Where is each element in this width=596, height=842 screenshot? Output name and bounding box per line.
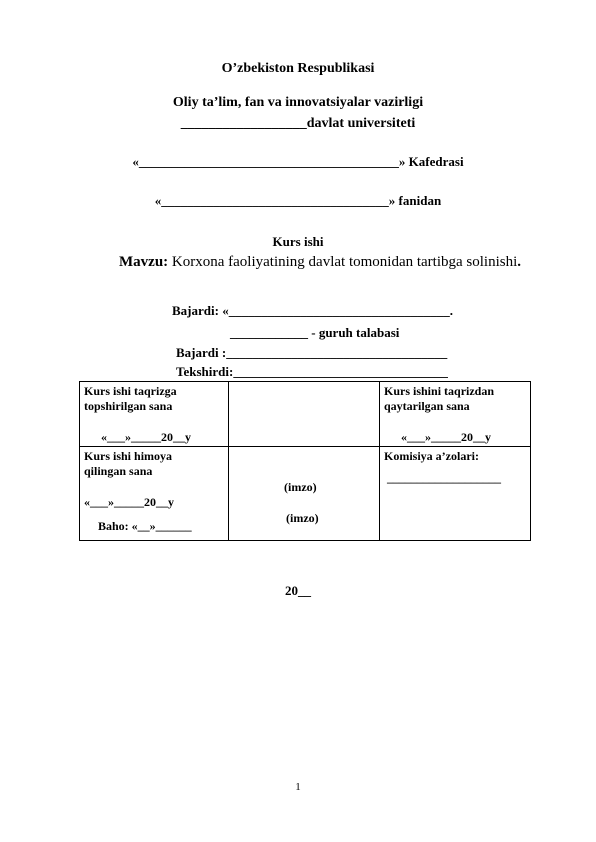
return-label-1: Kurs ishini taqrizdan [384, 384, 495, 398]
page-number: 1 [295, 781, 301, 793]
work-type: Kurs ishi [272, 234, 324, 249]
checker-field: Tekshirdi:_________________________________ [176, 364, 448, 379]
department-field: «________________________________________» Kafedrasi [132, 154, 464, 169]
subject-field: «___________________________________» fanidan [154, 193, 442, 208]
commission-cell [380, 447, 531, 541]
topic-label: Mavzu: [119, 254, 169, 270]
signature-label-1: (imzo) [284, 480, 317, 494]
commission-title: Komisiya a’zolari: [384, 449, 479, 463]
submission-label-2: topshirilgan sana [84, 399, 173, 413]
performer-field-2: Bajardi :__________________________________ [176, 345, 448, 360]
table-row [80, 382, 531, 447]
return-label-2: qaytarilgan sana [384, 399, 470, 413]
defense-label-2: qilingan sana [84, 464, 153, 478]
return-cell [380, 382, 531, 447]
topic-line [119, 254, 521, 271]
defense-date: «___»_____20__y [84, 495, 174, 509]
defense-cell [80, 447, 229, 541]
year-field: 20__ [285, 583, 311, 598]
signature-label-2: (imzo) [286, 511, 319, 525]
signature-cell [229, 447, 380, 541]
university-title: __________________davlat universiteti [180, 116, 416, 131]
empty-cell [229, 382, 380, 447]
submission-date: «___»_____20__y [101, 430, 191, 444]
submission-cell [80, 382, 229, 447]
republic-title: O’zbekiston Respublikasi [221, 61, 375, 76]
submission-label-1: Kurs ishi taqrizga [84, 384, 177, 398]
defense-label-1: Kurs ishi himoya [84, 449, 173, 463]
group-field: ____________ - guruh talabasi [230, 325, 400, 340]
return-date: «___»_____20__y [401, 430, 491, 444]
topic-end: . [517, 254, 522, 270]
table-row [80, 447, 531, 541]
topic-text: Korxona faoliyatining davlat tomonidan tartibga solinishi [168, 254, 518, 270]
commission-signature-line: ___________________ [387, 471, 501, 485]
performer-field: Bajardi: «__________________________________. [172, 303, 453, 318]
ministry-title: Oliy ta’lim, fan va innovatsiyalar vazirligi [172, 95, 424, 110]
grade-field: Baho: «__»______ [98, 519, 192, 533]
review-table [79, 381, 531, 541]
